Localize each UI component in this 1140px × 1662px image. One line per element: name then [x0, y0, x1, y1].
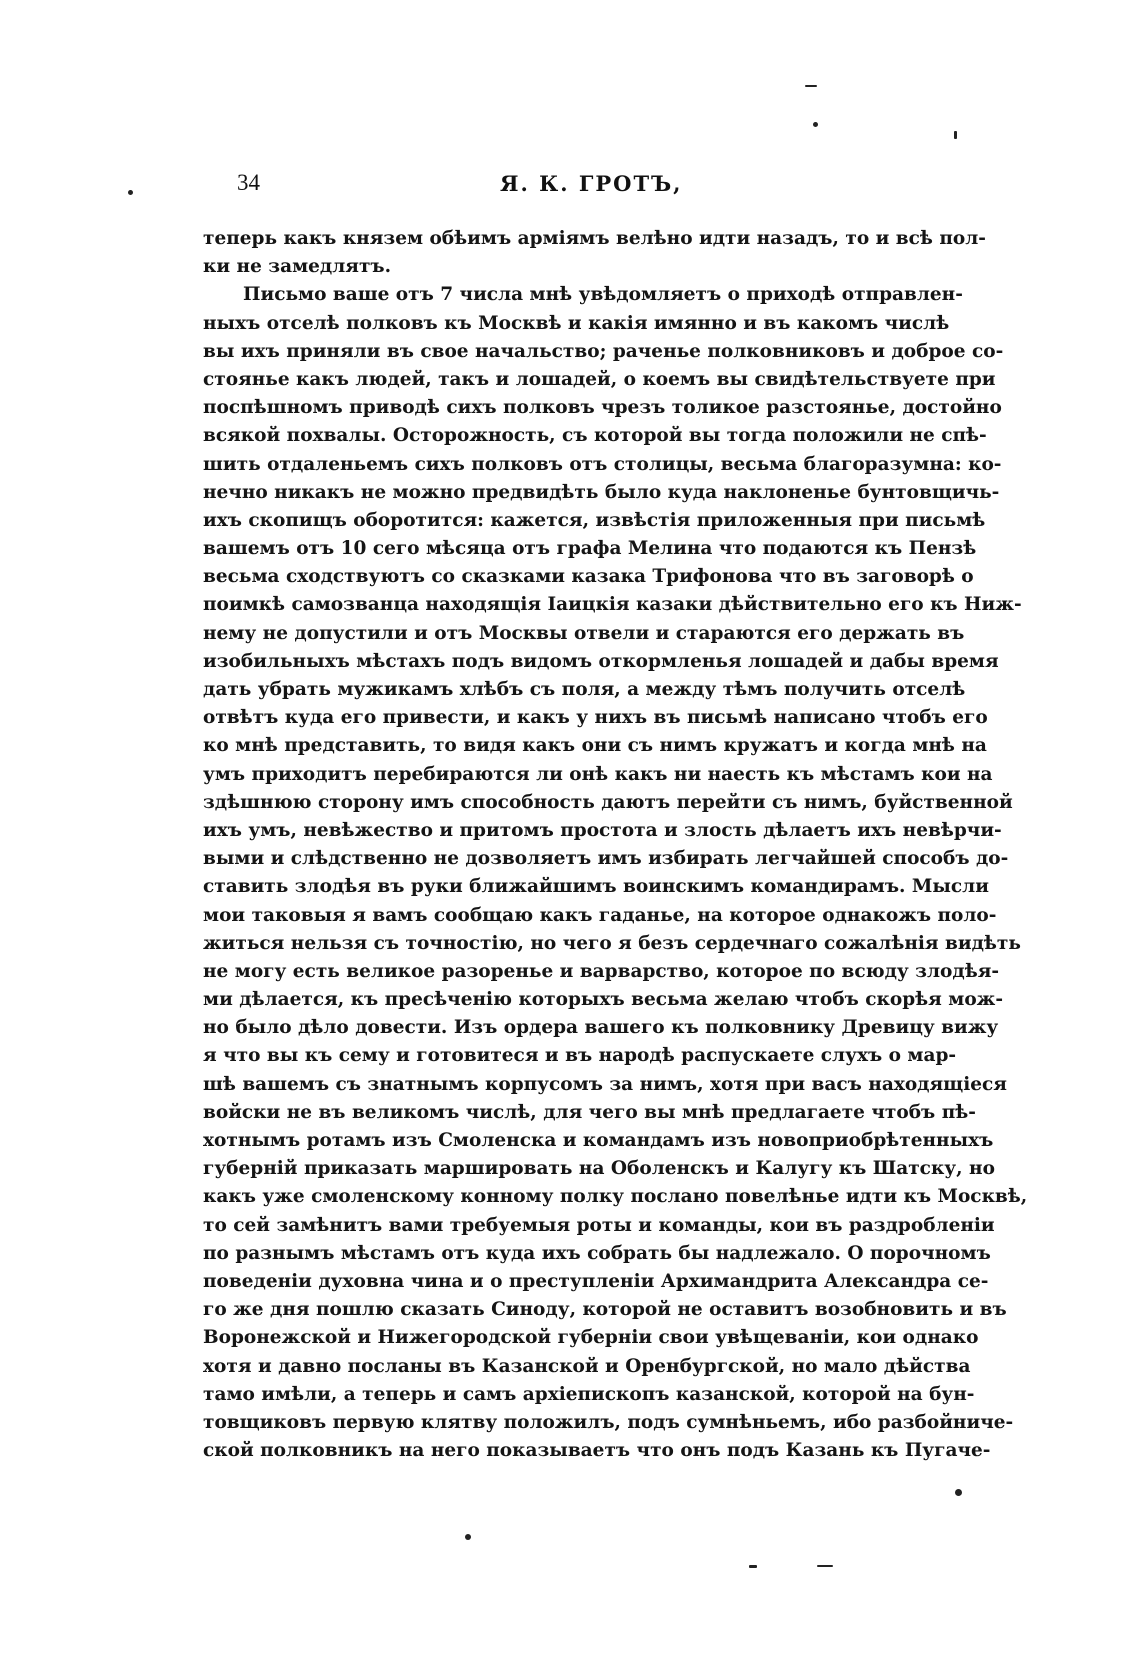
text-line: ми дѣлается, къ пресѣченію которыхъ весьма желаю чтобъ скорѣя мож- [203, 989, 1004, 1011]
text-line: отвѣтъ куда его привести, и какъ у нихъ въ письмѣ написано чтобъ его [203, 707, 988, 729]
text-line: войски не въ великомъ числѣ, для чего вы мнѣ предлагаете чтобъ пѣ- [203, 1101, 976, 1123]
text-line: но было дѣло довести. Изъ ордера вашего къ полковнику Древицу вижу [203, 1017, 999, 1039]
text-line: шѣ вашемъ съ знатнымъ корпусомъ за нимъ, хотя при васъ находящіеся [203, 1073, 1007, 1095]
running-head: Я. К. ГРОТЪ, [500, 171, 683, 196]
text-line: здѣшнюю сторону имъ способность даютъ перейти съ нимъ, буйственной [203, 791, 1013, 813]
text-line: стоянье какъ людей, такъ и лошадей, о коемъ вы свидѣтельствуете при [203, 368, 996, 390]
text-line: весьма сходствуютъ со сказками казака Трифонова что въ заговорѣ о [203, 566, 974, 588]
page-number: 34 [237, 170, 260, 195]
text-line: теперь какъ князем обѣимъ арміямъ велѣно идти назадъ, то и всѣ пол- [203, 228, 986, 249]
scan-speck [817, 1565, 833, 1567]
text-line: всякой похвалы. Осторожность, съ которой вы тогда положили не спѣ- [203, 425, 987, 447]
scan-speck [805, 85, 817, 87]
text-line: Воронежской и Нижегородской губерніи свои увѣщеваніи, кои однако [203, 1327, 979, 1349]
text-line: го же дня пошлю сказать Синоду, которой не оставитъ возобновить и въ [203, 1299, 1007, 1321]
text-line: ставить злодѣя въ руки ближайшимъ воинскимъ командирамъ. Мысли [203, 876, 989, 898]
text-line: вы ихъ приняли въ свое начальство; раченье полковниковъ и доброе со- [203, 340, 1004, 362]
body-text [203, 225, 1028, 1493]
scan-speck [128, 190, 133, 195]
text-line: изобильныхъ мѣстахъ подъ видомъ откормленья лошадей и дабы время [203, 650, 999, 672]
text-line: хотя и давно посланы въ Казанской и Оренбургской, но мало дѣйства [203, 1355, 971, 1377]
text-line: не могу есть великое разоренье и варварство, которое по всюду злодѣя- [203, 960, 1000, 982]
text-line: мои таковыя я вамъ сообщаю какъ гаданье, на которое однакожъ поло- [203, 904, 997, 926]
text-line: нему не допустили и отъ Москвы отвели и стараются его держать въ [203, 622, 965, 644]
text-line [203, 1465, 943, 1493]
text-line: ской полковникъ на него показываетъ что онъ подъ Казань къ Пугаче- [203, 1440, 991, 1462]
text-line: вашемъ отъ 10 сего мѣсяца отъ графа Мелина что подаются къ Пензѣ [203, 538, 977, 560]
text-line: по разнымъ мѣстамъ отъ куда ихъ собрать бы надлежало. О порочномъ [203, 1242, 991, 1264]
text-line: губерній приказать маршировать на Оболенскъ и Калугу къ Шатску, но [203, 1158, 995, 1180]
text-line: тамо имѣли, а теперь и самъ архіепископъ казанской, которой на бун- [203, 1383, 975, 1405]
scan-speck [955, 1489, 962, 1496]
text-line: ихъ умъ, невѣжество и притомъ простота и злость дѣлаетъ ихъ невѣрчи- [203, 819, 1002, 841]
text-line: товщиковъ первую клятву положилъ, подъ сумнѣньемъ, ибо разбойниче- [203, 1411, 1014, 1433]
text-line: ныхъ отселѣ полковъ къ Москвѣ и какія имянно и въ какомъ числѣ [203, 312, 950, 334]
scan-speck [954, 131, 957, 139]
text-line: поведеніи духовна чина и о преступленіи Архимандрита Александра се- [203, 1270, 989, 1292]
text-line: умъ приходитъ перебираются ли онѣ какъ ни наесть къ мѣстамъ кои на [203, 763, 993, 785]
scan-speck [465, 1534, 471, 1540]
scan-speck [749, 1565, 757, 1568]
text-line: нечно никакъ не можно предвидѣть было куда наклоненье бунтовщичь- [203, 481, 1000, 503]
text-line: ихъ скопищъ оборотится: кажется, извѣстія приложенныя при письмѣ [203, 509, 986, 531]
text-line: дать убрать мужикамъ хлѣбъ съ поля, а между тѣмъ получить отселѣ [203, 679, 966, 700]
text-line: поспѣшномъ приводѣ сихъ полковъ чрезъ толикое разстоянье, достойно [203, 397, 1002, 419]
text-line: шить отдаленьемъ сихъ полковъ отъ столицы, весьма благоразумна: ко- [203, 453, 1002, 475]
text-line: я что вы къ сему и готовитеся и въ народѣ распускаете слухъ о мар- [203, 1045, 957, 1067]
text-line: Письмо ваше отъ 7 числа мнѣ увѣдомляетъ о приходѣ отправлен- [243, 284, 963, 306]
page-header [0, 170, 1140, 210]
text-line: ко мнѣ представить, то видя какъ они съ нимъ кружатъ и когда мнѣ на [203, 735, 987, 757]
text-line: ки не замедлятъ. [203, 256, 392, 278]
text-line: житься нельзя съ точностію, но чего я безъ сердечнаго сожалѣнія видѣть [203, 932, 1021, 954]
text-line: хотнымъ ротамъ изъ Смоленска и командамъ изъ новоприобрѣтенныхъ [203, 1130, 994, 1151]
text-line: то сей замѣнитъ вами требуемыя роты и команды, кои въ раздробленіи [203, 1214, 995, 1236]
text-line: поимкѣ самозванца находящія Іаицкія казаки дѣйствительно его къ Ниж- [203, 594, 1022, 616]
text-line: выми и слѣдственно не дозволяетъ имъ избирать легчайшей способъ до- [203, 848, 1009, 870]
text-line: какъ уже смоленскому конному полку послано повелѣнье идти къ Москвѣ, [203, 1186, 1028, 1208]
scan-speck [813, 122, 818, 127]
